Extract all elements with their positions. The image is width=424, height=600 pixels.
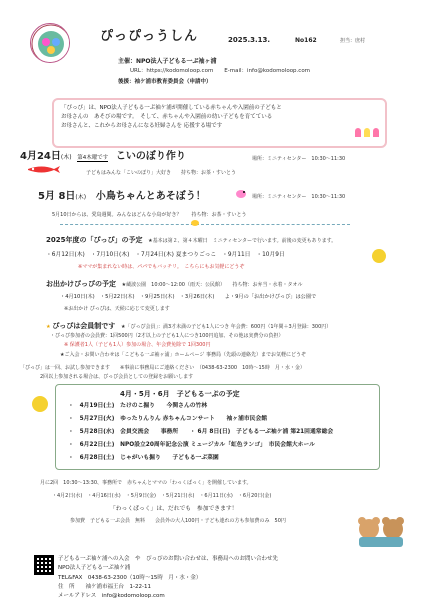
event-2-date: 5月 8日: [38, 191, 76, 202]
contact-url: URL：https://kodomoloop.com E-mail：info@kodomoloop.com: [130, 68, 311, 74]
footer-line: TEL&FAX 0438-63-2300（10時～15時 月・水・金）: [58, 574, 202, 581]
intro-line: 「ぴっぴ」は、NPO法人子どもる一ぷ袖ケ浦が開催している赤ちゃんや入園前の子どもと: [61, 105, 282, 111]
event-row: ・ 5月28日(水) 会員交流会 事務所 ・ 6月 8日(日) 子どもる一ぷ袖ケ浦 第21回通常総会: [68, 429, 334, 435]
warupaku-fee: 参加費 子どもる一ぷ会員 無料 会員外の大人100円・子ども連れの方も参加費のみ 50円: [70, 518, 286, 524]
editor-name: 担当：庶村: [340, 38, 366, 44]
footer-line: メールアドレス info@kodomoloop.com: [58, 593, 165, 600]
event-2-header: [38, 190, 206, 204]
membership-heading: ぴっぴは会員制です: [52, 322, 116, 330]
membership-line: ★ご入会・お問い合わせは「こどもる一ぷ袖ヶ浦」ホームページ 事務局（先頭の連絡先）までお気軽にどうぞ: [60, 352, 306, 358]
intro-line: お母さんの あそびの場です。 そして、赤ちゃんや入園前の幼い子どもを育てている: [61, 113, 273, 120]
organizer: 主催：NPO法人子どもる一ぷ袖ヶ浦: [118, 58, 217, 65]
trial-notice: 「ぴっぴ」は一回、お試し参加できます ※事前に事務局にご連絡ください （0438-63-2300 10時～15時 月・水・金）: [20, 365, 305, 371]
membership-header: [46, 322, 331, 331]
chick-icon: [372, 249, 386, 263]
event-2-place: 場所：ミニティセンター 10:30～11:30: [252, 194, 346, 200]
bird-icon: [190, 218, 200, 226]
event-row: ・ 5月27日(火) ゆったりんりん 赤ちゃんコンサート 袖ヶ浦市民会館: [68, 416, 268, 422]
schedule-heading: 2025年度の「ぴっぴ」の予定: [46, 236, 143, 244]
issue-date: 2025.3.13.: [228, 36, 271, 44]
footer-line: 住 所 袖ケ浦市福王台 1-22-11: [58, 584, 151, 591]
membership-line: ・ぴっぴ参加者の会員費：1回500円（2才以上の子ども1人につき100円追加、その他は実費分の負担）: [50, 333, 284, 339]
carp-icon: [28, 165, 60, 174]
event-row: ・ 6月22日(土) NPO設立20周年記念公演 ミュージカル「虹色ランゴ」 市民会館大ホール: [68, 442, 315, 448]
star-icon: ★: [46, 324, 51, 330]
warupaku-heading: 月に2回 10:30～13:30、事務所で 赤ちゃんとママの「わっくぱっく」を開催しています。: [40, 480, 252, 486]
qr-icon: [34, 555, 54, 575]
tulip-icon: [355, 128, 395, 142]
event-1-weekday: (木): [60, 154, 72, 161]
event-2-note: 5月10日からは、愛鳥週間。みんなはどんな小鳥が好き？ 持ち物：お茶・すいとう: [52, 212, 247, 218]
outing-place: ★蔵波公園 10:00～12:00（雨天：公民館） 持ち物：お弁当・水着・タオル: [121, 282, 303, 288]
outing-note: ※お出かけ ぴっぴは、天候に応じて変更します: [64, 306, 170, 312]
event-1-tag: 第4木曜です: [77, 155, 109, 161]
event-row: ・ 4月19日(土) たけのこ掘り 今関さんの竹林: [68, 403, 208, 409]
intro-box: [52, 98, 387, 148]
trial-notice-2: 2回以上参加される場合は、ぴっぴ会員としての登録をお願いします: [40, 374, 194, 380]
event-1-place: 場所：ミニティセンター 10:30～11:30: [252, 156, 346, 162]
schedule-desc: ★基本は第２、第４木曜日 ミニティセンターで行います。前後の変更もあります。: [148, 238, 337, 244]
warupaku-note: 「わっくぱっく」は、だれでも 参加できます！: [110, 506, 238, 512]
page-title: ぴっぴっうしん: [100, 29, 199, 44]
bear-icon: [355, 513, 407, 547]
events-heading: 4月・5月・6月 子どもる一ぷの予定: [120, 390, 240, 398]
bird-icon: [235, 188, 247, 198]
event-row: ・ 6月28日(土) じゃがいも掘り 子どもる一ぷ菜園: [68, 455, 219, 461]
issue-number: No162: [295, 37, 317, 44]
event-2-weekday: (木): [75, 194, 87, 201]
outing-header: [46, 280, 302, 289]
membership-line: ※ 保護者1人（子ども1人）参加の場合、年会費免除で 1回300円: [64, 342, 211, 348]
logo-icon: [30, 23, 70, 63]
event-1-title: こいのぼり作り: [115, 151, 186, 162]
outing-heading: お出かけぴっぴの予定: [46, 280, 116, 288]
footer-contact: [58, 555, 278, 600]
schedule-note: ※ママが集まれない時は、パパでもバッチリ。 こちらにもお気軽にどうぞ: [78, 264, 245, 270]
schedule-header: [46, 236, 336, 245]
footer-line: 子どもる一ぷ袖ケ浦への入会 や ぴっぴのお問い合わせは、事務局へのお問い合わせ先: [58, 556, 279, 562]
warupaku-dates: ・4月2日(水) ・4月16日(水) ・5月9日(金) ・5月21日(水) ・6月11日(水) ・6月20日(金): [52, 493, 272, 499]
outing-dates: ・4月10日(木) ・5月22日(木) ・9月25日(木) ・3月26日(木) よ・9月の「お出かけぴっぴ」は公園で: [60, 294, 317, 300]
event-2-title: 小鳥ちゃんとあそぼう！: [95, 191, 206, 202]
event-1-header: [20, 150, 186, 164]
sponsor: 後援：袖ケ浦市教育委員会（申請中）: [118, 79, 212, 85]
footer-line: NPO法人子どもる一ぷ袖ケ浦: [58, 565, 131, 572]
event-1-note: 子どもはみんな「こいのぼり」大好き 持ち物：お茶・すいとう: [86, 170, 237, 176]
schedule-dates: ・6月12日(木) ・7月10日(木) ・7月24日(木) 夏まつりごっこ ・9月11日 ・10月9日: [46, 252, 285, 258]
membership-detail: ★「ぴっぴ会員」：満3才未満の子ども1人につき 年会費：600円（1年間＋3月登録：300円）: [120, 324, 332, 330]
chick-icon: [32, 396, 48, 412]
event-1-date: 4月24日: [20, 151, 61, 162]
wave-divider: [60, 224, 350, 227]
intro-line: お母さんと、これからお母さんになる妊婦さんを 応援する場です: [61, 122, 223, 129]
